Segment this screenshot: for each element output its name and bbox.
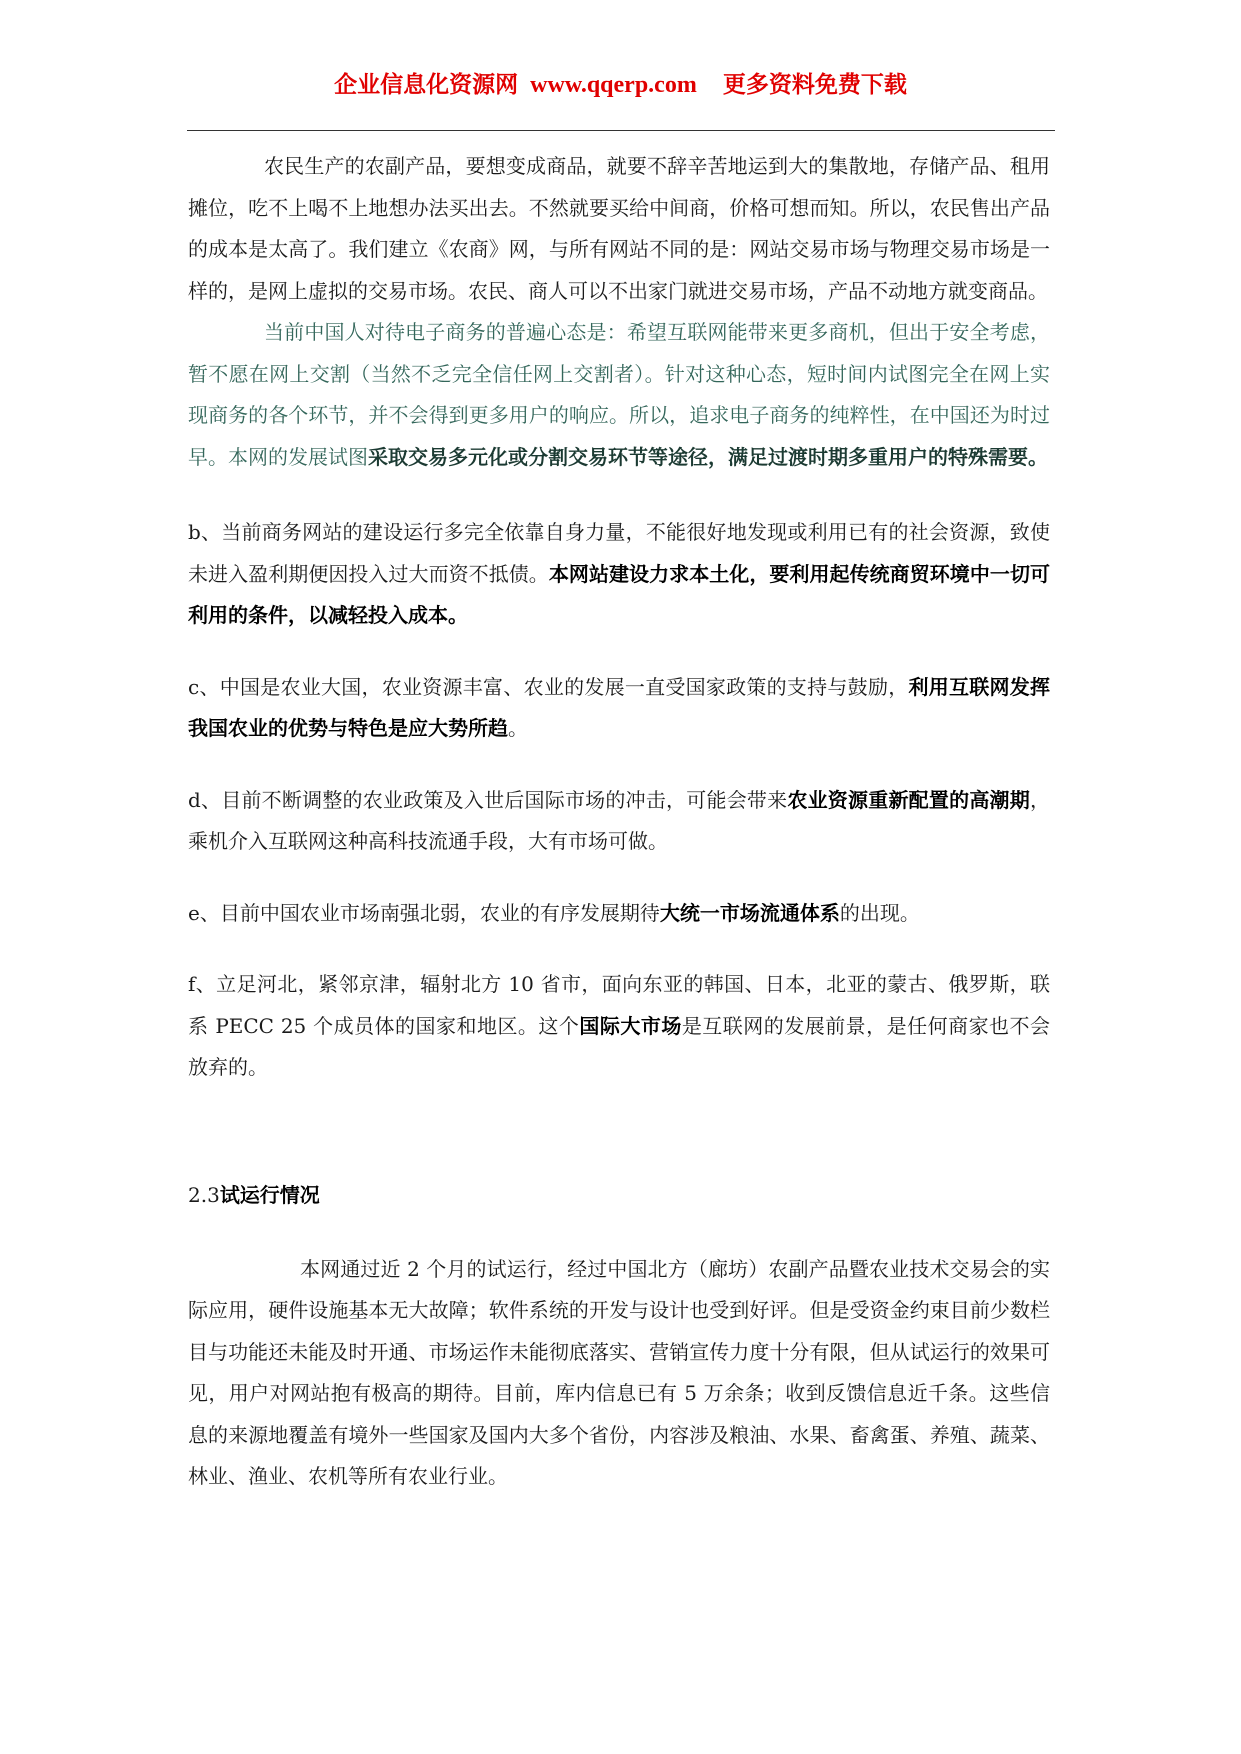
section-number: 2.3 bbox=[188, 1182, 220, 1207]
paragraph-d-bold: 农业资源重新配置的高潮期 bbox=[787, 787, 1030, 812]
paragraph-e-end: 的出现。 bbox=[839, 900, 920, 925]
paragraph-trial-run: 本网通过近 2 个月的试运行，经过中国北方（廊坊）农副产品暨农业技术交易会的实际应用，硬件设施基本无大故障；软件系统的开发与设计也受到好评。但是受资金约束目前少数栏目与功能还未能及时开通、市场运作未能彻底落实、营销宣传力度十分有限，但从试运行的效果可见，用户对网站抱有极高的期待。目前，库内信息已有 5 万余条；收到反馈信息近千条。这些信息的来源地覆盖有境外一些国家及国内大多个省份，内容涉及粮油、水果、畜禽蛋、养殖、蔬菜、林业、渔业、农机等所有农业行业。 bbox=[188, 1256, 1050, 1488]
paragraph-d-end: ，乘机介入互联网这种高科技流通手段，大有市场可做。 bbox=[188, 787, 1050, 853]
section-title: 试运行情况 bbox=[219, 1182, 320, 1207]
paragraph-c-text: c、中国是农业大国，农业资源丰富、农业的发展一直受国家政策的支持与鼓励， bbox=[188, 674, 909, 699]
paragraph-e-text: e、目前中国农业市场南强北弱，农业的有序发展期待 bbox=[188, 900, 660, 925]
document-body bbox=[188, 146, 1050, 1498]
paragraph-c bbox=[188, 667, 1050, 750]
paragraph-e-bold: 大统一市场流通体系 bbox=[659, 900, 840, 925]
paragraph-d-text: d、目前不断调整的农业政策及入世后国际市场的冲击，可能会带来 bbox=[188, 787, 788, 812]
header-divider bbox=[187, 130, 1055, 131]
paragraph-b-text: b、当前商务网站的建设运行多完全依靠自身力量，不能很好地发现或利用已有的社会资源，致使未进入盈利期便因投入过大而资不抵债。 bbox=[188, 520, 1050, 586]
paragraph-c-end: 。 bbox=[508, 716, 528, 740]
paragraph-b-bold: 本网站建设力求本土化，要利用起传统商贸环境中一切可利用的条件，以减轻投入成本。 bbox=[188, 561, 1051, 627]
paragraph-ecommerce-text: 当前中国人对待电子商务的普遍心态是：希望互联网能带来更多商机，但出于安全考虑，暂不愿在网上交割（当然不乏完全信任网上交割者）。针对这种心态，短时间内试图完全在网上实现商务的各个环节，并不会得到更多用户的响应。所以，追求电子商务的纯粹性，在中国还为时过早。本网的发展试图 bbox=[188, 320, 1050, 469]
paragraph-b bbox=[188, 512, 1050, 637]
header-download-text: 更多资料免费下载 bbox=[722, 72, 907, 98]
paragraph-f bbox=[188, 964, 1050, 1089]
paragraph-f-text: f、立足河北，紧邻京津，辐射北方 10 省市，面向东亚的韩国、日本，北亚的蒙古、俄罗斯，联系 PECC 25 个成员体的国家和地区。这个 bbox=[188, 972, 1050, 1038]
section-heading bbox=[188, 1175, 1050, 1215]
paragraph-d bbox=[188, 780, 1050, 863]
page-header bbox=[0, 66, 1241, 99]
paragraph-f-bold: 国际大市场 bbox=[579, 1013, 682, 1038]
paragraph-f-end: 是互联网的发展前景，是任何商家也不会放弃的。 bbox=[188, 1013, 1051, 1079]
paragraph-c-bold: 利用互联网发挥我国农业的优势与特色是应大势所趋 bbox=[188, 674, 1051, 740]
header-url-link[interactable]: www.qqerp.com bbox=[530, 72, 697, 98]
paragraph-ecommerce-attitude bbox=[188, 312, 1050, 478]
paragraph-farmers: 农民生产的农副产品，要想变成商品，就要不辞辛苦地运到大的集散地，存储产品、租用摊位，吃不上喝不上地想办法买出去。不然就要买给中间商，价格可想而知。所以，农民售出产品的成本是太高了。我们建立《农商》网，与所有网站不同的是：网站交易市场与物理交易市场是一样的，是网上虚拟的交易市场。农民、商人可以不出家门就进交易市场，产品不动地方就变商品。 bbox=[188, 154, 1050, 303]
paragraph-ecommerce-bold: 采取交易多元化或分割交易环节等途径，满足过渡时期多重用户的特殊需要。 bbox=[368, 444, 1048, 469]
paragraph-e bbox=[188, 893, 1050, 935]
header-site-name: 企业信息化资源网 bbox=[334, 72, 519, 98]
